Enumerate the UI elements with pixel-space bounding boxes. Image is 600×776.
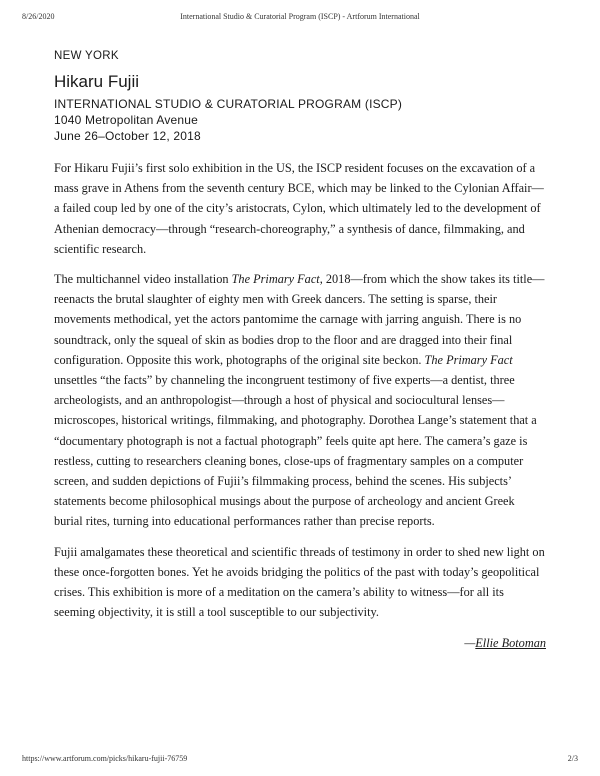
print-header [22,12,578,24]
work-title: The Primary Fact [424,352,513,367]
paragraph-1: For Hikaru Fujii’s first solo exhibition in the US, the ISCP resident focuses on the excavation of a mass grave in Athens from the seventh century BCE, which may be linked to the Cylonian Affair—a failed coup led by one of the city’s aristocrats, Cylon, which ultimately led to the development of Athenian democracy—through “research-choreography,” a synthesis of dance, filmmaking, and scientific research. [54,161,544,256]
page-number: 2/3 [567,754,578,763]
byline-dash: — [464,636,476,651]
location-label: NEW YORK [54,50,119,62]
author-link[interactable]: Ellie Botoman [475,636,546,651]
artist-name: Hikaru Fujii [54,72,140,91]
print-url: https://www.artforum.com/picks/hikaru-fujii-76759 [22,754,188,763]
paragraph-2-text-e: unsettles “the facts” by channeling the incongruent testimony of five experts—a dentist, three archeologists, and an anthropologist—through a host of physical and sociocultural lenses—microscopes, historical writings, filmmaking, and photography. Dorothea Lange’s statement that a “documentary photograph is not a factual photograph” feels quite apt here. The camera’s gaze is restless, cutting to researchers cleaning bones, close-ups of fragmentary samples on a computer screen, and sudden depictions of Fujii’s filmmaking process, behind the scenes. His subjects’ statements become philosophical musings about the purpose of archeology and ancient Greek burial rites, turning into educational performances rather than precise reports. [54,373,537,529]
venue-address: 1040 Metropolitan Avenue [54,113,199,127]
paragraph-2-text-a: The multichannel video installation [54,272,232,287]
print-date: 8/26/2020 [22,12,55,21]
work-title: The Primary Fact [231,272,320,287]
paragraph-2 [54,269,546,532]
article-body [54,158,546,622]
venue-name: INTERNATIONAL STUDIO & CURATORIAL PROGRAM (ISCP) [54,97,403,111]
paragraph-2-text-c: , 2018—from which the show takes its title—reenacts the brutal slaughter of eighty men with Greek dancers. The setting is sparse, their movements methodical, yet the actors pantomime the carnage with jarring anguish. There is no soundtrack, only the squeal of skin as bodies drop to the floor and are dragged into their final configuration. Opposite this work, photographs of the original site beckon. [54,272,545,367]
print-footer [22,754,578,766]
article [54,50,546,651]
venue-block [54,96,546,144]
print-page-title: International Studio & Curatorial Program (ISCP) - Artforum International [180,12,420,21]
exhibition-dates: June 26–October 12, 2018 [54,129,201,143]
paragraph-3: Fujii amalgamates these theoretical and scientific threads of testimony in order to shed new light on these once-forgotten bones. Yet he avoids bridging the politics of the past with today’s geopolitical crises. This exhibition is more of a meditation on the camera’s ability to witness—for all its seeming objectivity, it is still a tool susceptible to our subjectivity. [54,544,545,620]
byline [54,636,546,651]
